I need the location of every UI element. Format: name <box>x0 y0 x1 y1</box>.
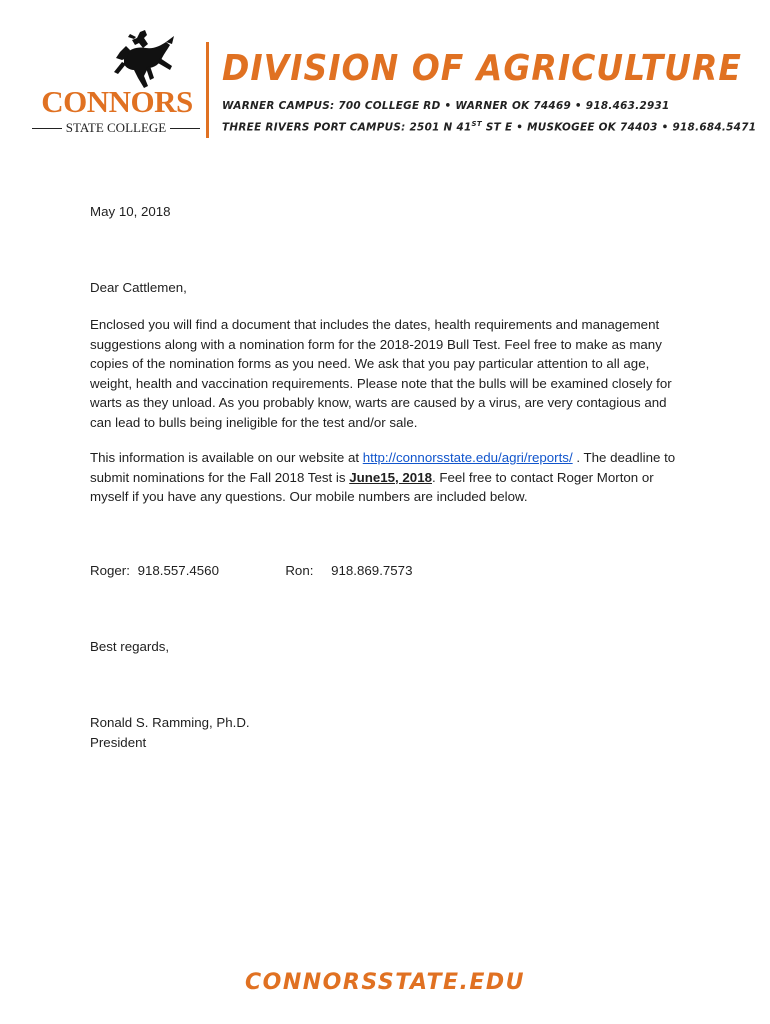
campus-line-2-sup: ST <box>471 120 482 128</box>
subtitle-rule-right <box>170 128 200 129</box>
warner-campus-line: WARNER CAMPUS: 700 COLLEGE RD • WARNER OK 74469 • 918.463.2931 <box>222 100 670 112</box>
contact-roger-label: Roger: <box>90 563 130 578</box>
contact-numbers <box>90 561 690 581</box>
contact-ron-label: Ron: <box>285 563 314 578</box>
signer-name: Ronald S. Ramming, Ph.D. <box>90 715 250 730</box>
contact-ron-phone: 918.869.7573 <box>331 563 413 578</box>
subtitle-rule-left <box>32 128 62 129</box>
three-rivers-campus-line <box>222 120 756 133</box>
letter-salutation: Dear Cattlemen, <box>90 280 187 295</box>
letterhead-divider <box>206 42 209 138</box>
website-link[interactable]: http://connorsstate.edu/agri/reports/ <box>362 450 573 465</box>
college-subtitle-text: STATE COLLEGE <box>65 120 167 135</box>
paragraph-2-text <box>90 448 690 507</box>
campus-line-2-part-a: THREE RIVERS PORT CAMPUS: 2501 N 41 <box>222 121 472 134</box>
letter-date: May 10, 2018 <box>90 204 171 219</box>
paragraph-1-text: Enclosed you will find a document that includes the dates, health requirements and management suggestions along with a nomination form for the 2018-2019 Bull Test. Feel free to make as many copies of the nomination forms as you need. We ask that you pay particular attention to all age, weight, health and vaccination requirements. Please note that the bulls will be examined closely for warts as they unload. As you probably know, warts are caused by a virus, are very contagious and can lead to bulls being ineligible for the test and/or sale. <box>90 317 672 430</box>
nomination-deadline: June15, 2018 <box>349 469 432 485</box>
college-logo <box>32 28 202 138</box>
signer-title: President <box>90 734 147 750</box>
division-title: DIVISION OF AGRICULTURE <box>222 46 742 89</box>
campus-line-2-part-b: ST E • MUSKOGEE OK 74403 • 918.684.5471 <box>481 121 757 134</box>
paragraph-2-part-b: . The deadline to submit nominations for the Fall 2018 Test is <box>90 450 676 485</box>
college-name: CONNORS <box>41 84 193 119</box>
contact-roger-phone: 918.557.4560 <box>137 563 219 578</box>
letter-paragraph-2 <box>90 448 690 507</box>
college-subtitle <box>32 120 200 136</box>
paragraph-2-part-c: . Feel free to contact Roger Morton or myself if you have any questions. Our mobile numbers are included below. <box>90 469 654 504</box>
footer-website: CONNORSSTATE.EDU <box>245 970 525 995</box>
letter-paragraph-1 <box>90 315 690 432</box>
paragraph-2-part-a: This information is available on our website at <box>90 450 363 465</box>
signature-block <box>90 713 690 752</box>
bucking-horse-rider-icon <box>110 28 176 90</box>
letter-closing: Best regards, <box>90 639 170 654</box>
